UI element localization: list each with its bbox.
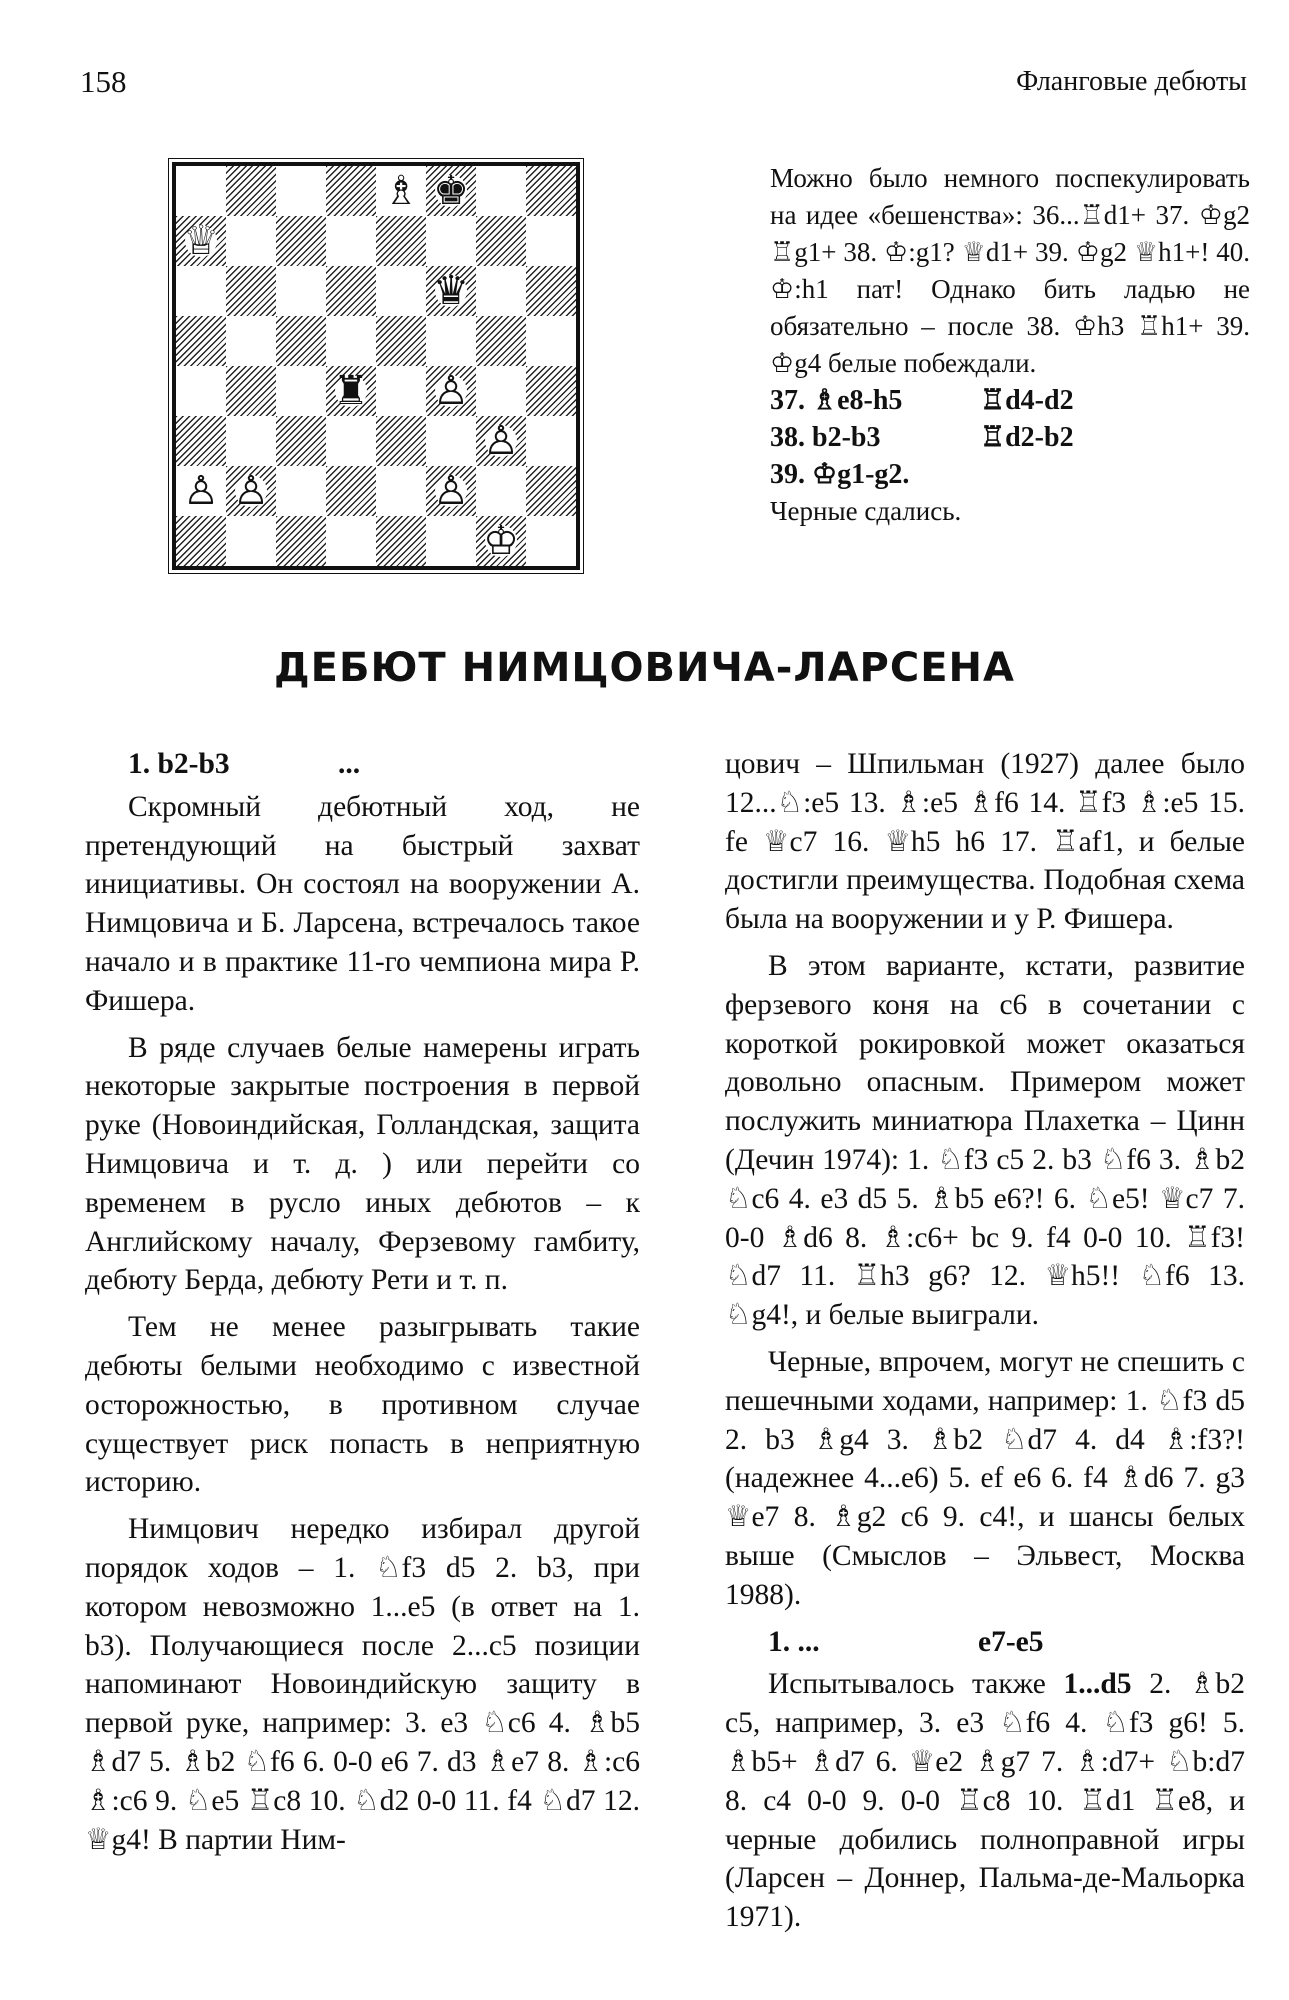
- move-white: 1. ...: [768, 1625, 820, 1658]
- page-number: 158: [80, 64, 127, 99]
- board-square: [376, 416, 426, 466]
- board-square: [176, 366, 226, 416]
- board-square: [376, 216, 426, 266]
- black-rook-icon: ♜: [333, 368, 369, 414]
- board-square: [176, 166, 226, 216]
- board-square: [226, 166, 276, 216]
- white-king-icon: ♔: [483, 518, 519, 564]
- board-square: [276, 366, 326, 416]
- move-white: 1. b2-b3: [128, 748, 230, 780]
- white-pawn-icon: ♙: [183, 468, 219, 514]
- move-row: [770, 456, 1250, 493]
- board-square: [326, 316, 376, 366]
- board-square: [526, 416, 576, 466]
- final-moves: [770, 382, 1250, 493]
- game-annotation: [770, 160, 1250, 530]
- paragraph: Тем не менее разыгрывать такие дебюты белыми необходимо с известной осторожностью, в противном случае существует риск попасть в неприятную историю.: [85, 1311, 640, 1499]
- board-square: [226, 366, 276, 416]
- board-square: [176, 316, 226, 366]
- paragraph: цович – Шпильман (1927) далее было 12...♘:e5 13. ♗:e5 ♗f6 14. ♖f3 ♗:e5 15. fe ♕c7 16. ♕h5 h6 17. ♖af1, и белые достигли преимущества. Подобная схема была на вооружении и у Р. Фишера.: [725, 748, 1245, 936]
- board-square: [426, 516, 476, 566]
- chess-diagram: [172, 162, 580, 570]
- board-square: [376, 316, 426, 366]
- board-square: [376, 466, 426, 516]
- white-queen-icon: ♕: [183, 218, 219, 264]
- paragraph: В ряде случаев белые намерены играть некоторые закрытые построения в первой руке (Новоиндийская, Голландская, защита Нимцовича и т. д. ) или перейти со временем в русло иных дебютов – к Английскому началу, Ферзевому гамбиту, дебюту Берда, дебюту Рети и т. п.: [85, 1031, 640, 1297]
- black-king-icon: ♚: [433, 168, 469, 214]
- board-square: [276, 316, 326, 366]
- board-square: [276, 416, 326, 466]
- board-square: [476, 366, 526, 416]
- move-white: 39. ♔g1-g2.: [770, 459, 910, 490]
- annotation-text: Можно было немного поспекулировать на идее «бешенства»: 36...♖d1+ 37. ♔g2 ♖g1+ 38. ♔:g1? ♕d1+ 39. ♔g2 ♕h1+! 40. ♔:h1 пат! Однако бить ладью не обязательно – после 38. ♔h3 ♖h1+ 39. ♔g4 белые побеждали.: [770, 163, 1250, 378]
- paragraph: Черные, впрочем, могут не спешить с пешечными ходами, например: 1. ♘f3 d5 2. b3 ♗g4 3. ♗b2 ♘d7 4. d4 ♗:f3?! (надежнее 4...e6) 5. ef e6 6. f4 ♗d6 7. g3 ♕e7 8. ♗g2 c6 9. c4!, и шансы белых выше (Смыслов – Эльвест, Москва 1988).: [725, 1345, 1245, 1611]
- board-square: [426, 216, 476, 266]
- white-pawn-icon: ♙: [233, 468, 269, 514]
- board-square: [426, 416, 476, 466]
- board-square: [326, 166, 376, 216]
- board-square: [276, 166, 326, 216]
- board-square: [526, 166, 576, 216]
- paragraph: [725, 1665, 1245, 1937]
- board-square: [476, 316, 526, 366]
- move-white: 38. b2-b3: [770, 422, 881, 453]
- board-square: [176, 266, 226, 316]
- board-square: [476, 466, 526, 516]
- board-square: [326, 266, 376, 316]
- board-square: [326, 416, 376, 466]
- move-black: ...: [338, 748, 361, 780]
- para-bold-move: 1...d5: [1063, 1668, 1132, 1701]
- opening-move: [85, 745, 640, 784]
- board-square: [226, 266, 276, 316]
- white-bishop-icon: ♗: [383, 168, 419, 214]
- right-column: [725, 745, 1245, 1945]
- board-square: [226, 416, 276, 466]
- board-square: [476, 166, 526, 216]
- running-head: Фланговые дебюты: [1016, 66, 1247, 97]
- paragraph: Нимцович нередко избирал другой порядок ходов – 1. ♘f3 d5 2. b3, при котором невозможно 1...e5 (в ответ на 1. b3). Получающиеся после 2...c5 позиции напоминают Новоиндийскую защиту в первой руке, например: 3. e3 ♘c6 4. ♗b5 ♗d7 5. ♗b2 ♘f6 6. 0-0 e6 7. d3 ♗e7 8. ♗:c6 ♗:c6 9. ♘e5 ♖c8 10. ♘d2 0-0 11. f4 ♘d7 12. ♕g4! В партии Ним-: [85, 1513, 640, 1856]
- left-column: [85, 745, 640, 1867]
- board-square: [476, 216, 526, 266]
- black-queen-icon: ♛: [433, 268, 469, 314]
- reply-move: [725, 1623, 1245, 1662]
- board-square: [426, 316, 476, 366]
- game-result: Черные сдались.: [770, 496, 962, 526]
- move-white: 37. ♗e8-h5: [770, 385, 903, 416]
- board-square: [226, 316, 276, 366]
- para-rest: 2. ♗b2 c5, например, 3. e3 ♘f6 4. ♘f3 g6! 5. ♗b5+ ♗d7 6. ♕e2 ♗g7 7. ♗:d7+ ♘b:d7 8. c4 0-0 9. 0-0 ♖c8 10. ♖d1 ♖e8, и черные добились полноправной игры (Ларсен – Доннер, Пальма-де-Мальорка 1971).: [725, 1668, 1245, 1934]
- board-square: [276, 516, 326, 566]
- move-black: ♖d2-b2: [980, 422, 1074, 453]
- board-square: [326, 516, 376, 566]
- board-square: [526, 216, 576, 266]
- board-square: [326, 216, 376, 266]
- board-square: [276, 266, 326, 316]
- white-pawn-icon: ♙: [433, 368, 469, 414]
- board-square: [376, 366, 426, 416]
- white-pawn-icon: ♙: [483, 418, 519, 464]
- board-square: [376, 516, 426, 566]
- board-square: [526, 316, 576, 366]
- board-square: [226, 516, 276, 566]
- board-square: [526, 516, 576, 566]
- board-square: [326, 466, 376, 516]
- para-lead: Испытывалось также: [768, 1668, 1064, 1701]
- board-square: [276, 466, 326, 516]
- board-square: [176, 516, 226, 566]
- board-square: [376, 266, 426, 316]
- move-black: e7-e5: [978, 1625, 1044, 1658]
- board-square: [226, 216, 276, 266]
- board-square: [526, 366, 576, 416]
- paragraph: В этом варианте, кстати, развитие ферзевого коня на c6 в сочетании с короткой рокировкой может оказаться довольно опасным. Примером может послужить миниатюра Плахетка – Цинн (Дечин 1974): 1. ♘f3 c5 2. b3 ♘f6 3. ♗b2 ♘c6 4. e3 d5 5. ♗b5 e6?! 6. ♘e5! ♕c7 7. 0-0 ♗d6 8. ♗:c6+ bc 9. f4 0-0 10. ♖f3! ♘d7 11. ♖h3 g6? 12. ♕h5!! ♘f6 13. ♘g4!, и белые выиграли.: [725, 949, 1245, 1332]
- board-square: [526, 266, 576, 316]
- board-square: [526, 466, 576, 516]
- white-pawn-icon: ♙: [433, 468, 469, 514]
- move-row: [770, 382, 1250, 419]
- move-black: ♖d4-d2: [980, 385, 1074, 416]
- move-row: [770, 419, 1250, 456]
- board-square: [476, 266, 526, 316]
- paragraph: Скромный дебютный ход, не претендующий на быстрый захват инициативы. Он состоял на вооружении А. Нимцовича и Б. Ларсена, встречалось такое начало и в практике 11-го чемпиона мира Р. Фишера.: [85, 790, 640, 1017]
- board-square: [276, 216, 326, 266]
- section-title: ДЕБЮТ НИМЦОВИЧА-ЛАРСЕНА: [274, 645, 1015, 691]
- board-square: [176, 416, 226, 466]
